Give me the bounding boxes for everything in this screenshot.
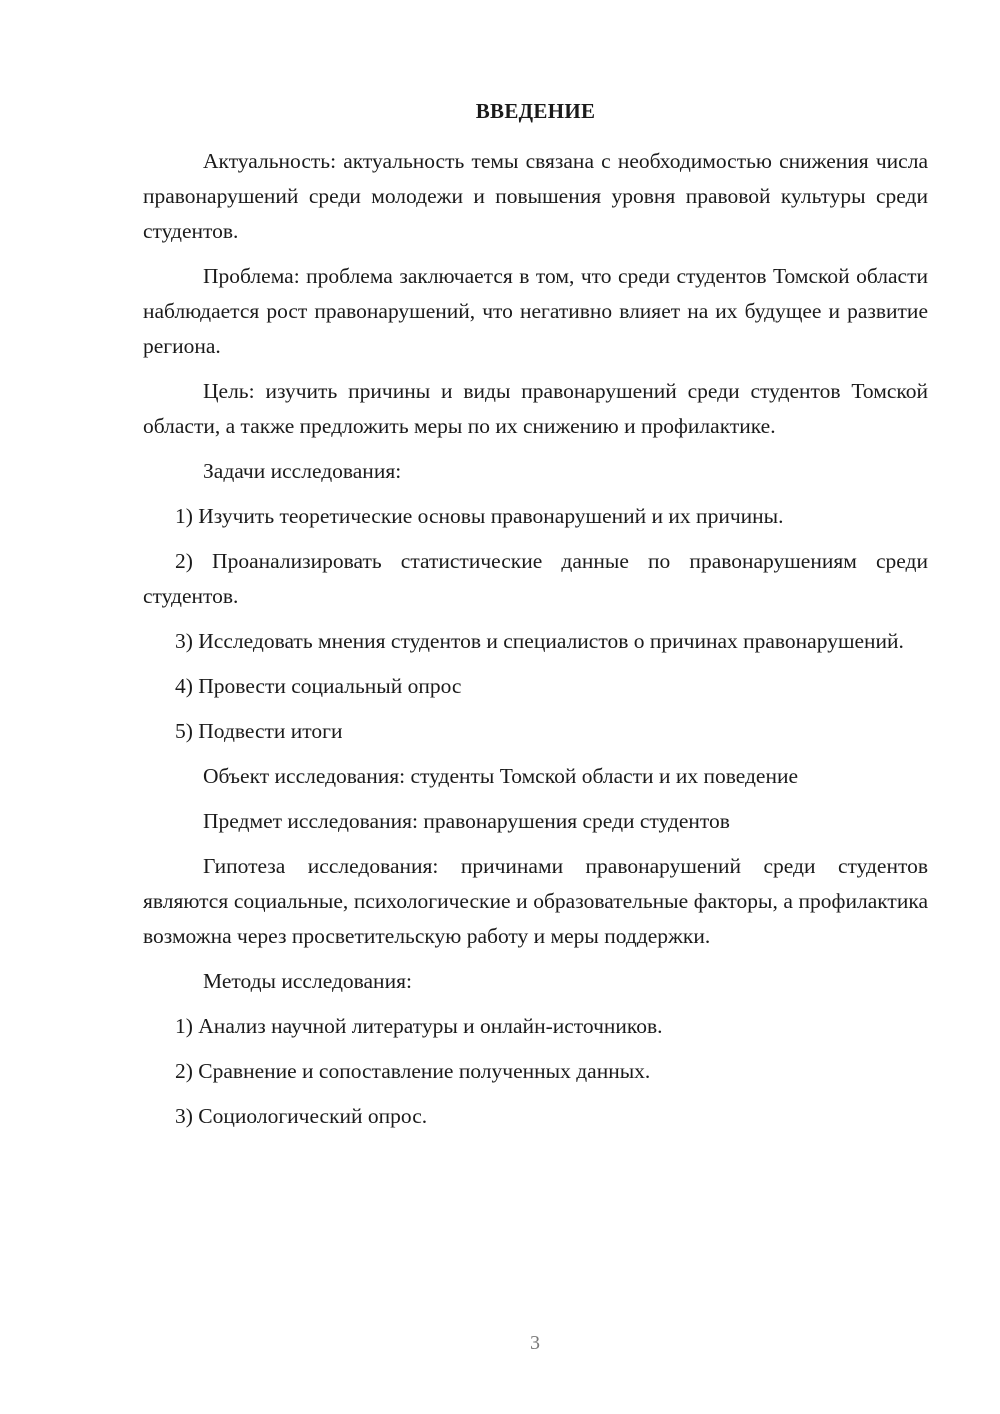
task-item: 2) Проанализировать статистические данные по правонарушениям среди студентов. <box>143 549 928 608</box>
paragraph-relevance: Актуальность: актуальность темы связана с необходимостью снижения числа правонарушений среди молодежи и повышения уровня правовой культуры среди студентов. <box>143 149 928 243</box>
tasks-title: Задачи исследования: <box>203 459 402 483</box>
document-body <box>143 96 928 1144</box>
paragraph-subject: Предмет исследования: правонарушения среди студентов <box>203 809 730 833</box>
paragraph-problem: Проблема: проблема заключается в том, что среди студентов Томской области наблюдается рост правонарушений, что негативно влияет на их будущее и развитие региона. <box>143 264 928 358</box>
paragraph-goal: Цель: изучить причины и виды правонарушений среди студентов Томской области, а также предложить меры по их снижению и профилактике. <box>143 379 928 438</box>
section-heading: ВВЕДЕНИЕ <box>475 99 596 123</box>
task-item: 5) Подвести итоги <box>175 719 343 743</box>
task-item: 1) Изучить теоретические основы правонарушений и их причины. <box>175 504 784 528</box>
paragraph-hypothesis: Гипотеза исследования: причинами правонарушений среди студентов являются социальные, психологические и образовательные факторы, а профилактика возможна через просветительскую работу и меры поддержки. <box>143 854 928 948</box>
task-item: 4) Провести социальный опрос <box>175 674 462 698</box>
page-number: 3 <box>530 1332 540 1354</box>
method-item: 1) Анализ научной литературы и онлайн-источников. <box>175 1014 663 1038</box>
method-item: 3) Социологический опрос. <box>175 1104 428 1128</box>
methods-title: Методы исследования: <box>203 969 412 993</box>
method-item: 2) Сравнение и сопоставление полученных данных. <box>175 1059 651 1083</box>
task-item: 3) Исследовать мнения студентов и специалистов о причинах правонарушений. <box>175 629 904 653</box>
paragraph-object: Объект исследования: студенты Томской области и их поведение <box>203 764 799 788</box>
